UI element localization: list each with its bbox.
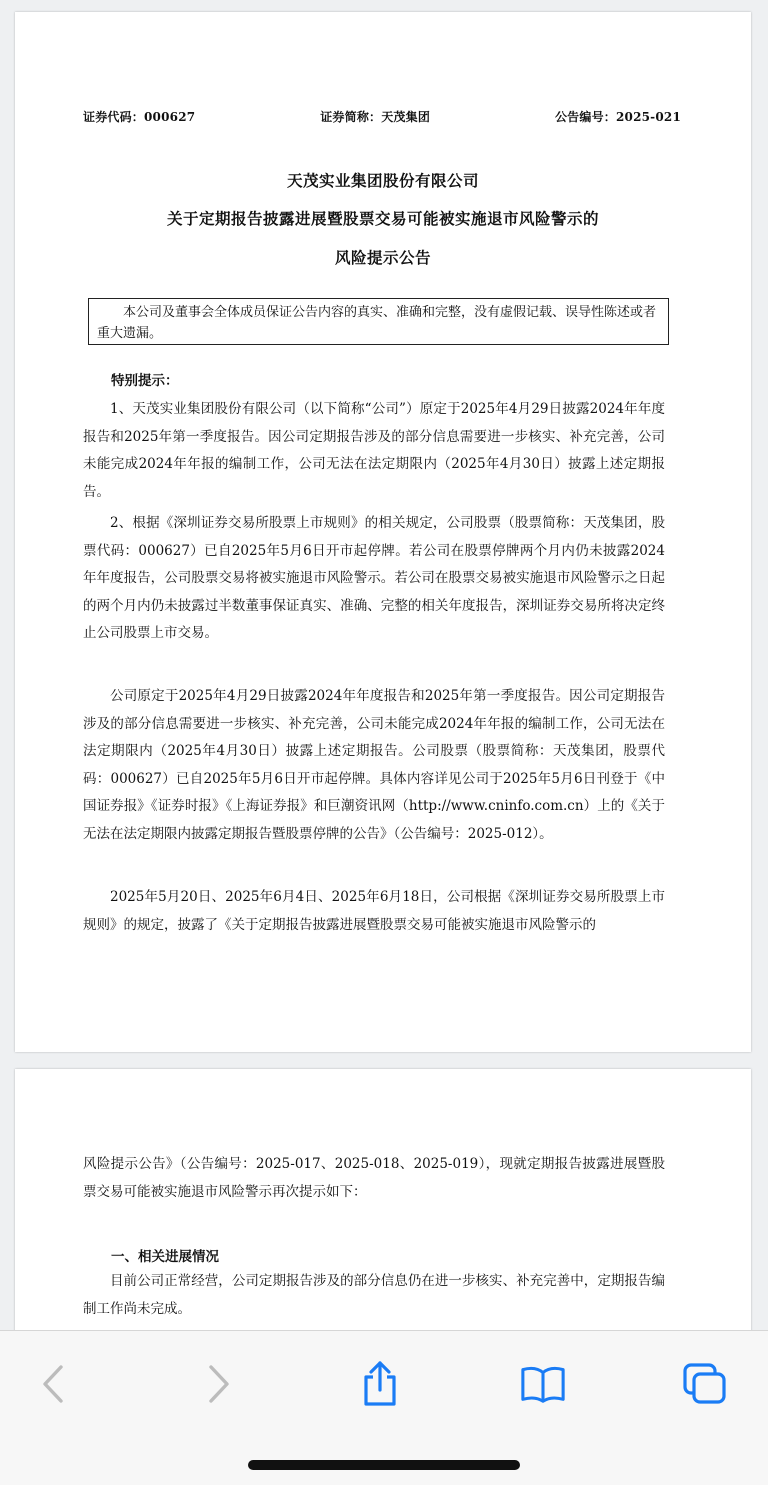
notice-number: 公告编号：2025-021 bbox=[554, 110, 681, 124]
section-1-text: 目前公司正常经营，公司定期报告涉及的部分信息仍在进一步核实、补充完善中，定期报告编制工作尚未完成。 bbox=[83, 1273, 665, 1317]
document-page-2 bbox=[15, 1069, 751, 1369]
body-paragraph-2: 2025年5月20日、2025年6月4日、2025年6月18日，公司根据《深圳证券交易所股票上市规则》的规定，披露了《关于定期报告披露进展暨股票交易可能被实施退市风险警示的 bbox=[83, 889, 665, 933]
bookmarks-button[interactable] bbox=[520, 1361, 566, 1407]
special-notice-item-2: 2、根据《深圳证券交易所股票上市规则》的相关规定，公司股票（股票简称：天茂集团，股票代码：000627）已自2025年5月6日开市起停牌。若公司在股票停牌两个月内仍未披露2024年年度报告，公司股票交易将被实施退市风险警示。若公司在股票交易被实施退市风险警示之日起的两个月内仍未披露过半数董事保证真实、准确、完整的相关年度报告，深圳证券交易所将决定终止公司股票上市交易。 bbox=[83, 515, 665, 642]
back-button[interactable] bbox=[30, 1361, 76, 1407]
home-indicator bbox=[248, 1460, 520, 1470]
tabs-icon bbox=[682, 1362, 728, 1406]
section-1-heading: 一、相关进展情况 bbox=[111, 1249, 219, 1265]
security-short-name: 证券简称：天茂集团 bbox=[320, 110, 431, 124]
share-button[interactable] bbox=[357, 1361, 403, 1407]
forward-button[interactable] bbox=[196, 1361, 242, 1407]
security-code: 证券代码：000627 bbox=[83, 110, 196, 124]
back-icon bbox=[41, 1365, 65, 1403]
bookmarks-icon bbox=[520, 1364, 566, 1404]
special-notice-item-1: 1、天茂实业集团股份有限公司（以下简称“公司”）原定于2025年4月29日披露2024年年度报告和2025年第一季度报告。因公司定期报告涉及的部分信息需要进一步核实、补充完善，公司未能完成2024年年报的编制工作，公司无法在法定期限内（2025年4月30日）披露上述定期报告。 bbox=[83, 401, 665, 500]
notice-title-line2: 风险提示公告 bbox=[334, 248, 431, 267]
notice-title-line1: 关于定期报告披露进展暨股票交易可能被实施退市风险警示的 bbox=[166, 209, 599, 228]
special-notice-heading: 特别提示： bbox=[111, 373, 179, 389]
tabs-button[interactable] bbox=[682, 1361, 728, 1407]
browser-toolbar bbox=[0, 1330, 768, 1485]
company-title: 天茂实业集团股份有限公司 bbox=[286, 171, 479, 190]
board-disclaimer-box: 本公司及董事会全体成员保证公告内容的真实、准确和完整，没有虚假记载、误导性陈述或者重大遗漏。 bbox=[88, 298, 669, 345]
document-page-1 bbox=[15, 12, 751, 1052]
body-paragraph-1: 公司原定于2025年4月29日披露2024年年度报告和2025年第一季度报告。因公司定期报告涉及的部分信息需要进一步核实、补充完善，公司未能完成2024年年报的编制工作，公司无法在法定期限内（2025年4月30日）披露上述定期报告。公司股票（股票简称：天茂集团，股票代码：000627）已自2025年5月6日开市起停牌。具体内容详见公司于2025年5月6日刊登于《中国证券报》《证券时报》《上海证券报》和巨潮资讯网（http://www.cninfo.com.cn）上的《关于无法在法定期限内披露定期报告暨股票停牌的公告》（公告编号：2025-012）。 bbox=[83, 688, 665, 842]
share-icon bbox=[360, 1360, 400, 1408]
forward-icon bbox=[207, 1365, 231, 1403]
body-paragraph-2-continued: 风险提示公告》（公告编号：2025-017、2025-018、2025-019），现就定期报告披露进展暨股票交易可能被实施退市风险警示再次提示如下： bbox=[83, 1156, 665, 1200]
document-header bbox=[83, 108, 681, 125]
